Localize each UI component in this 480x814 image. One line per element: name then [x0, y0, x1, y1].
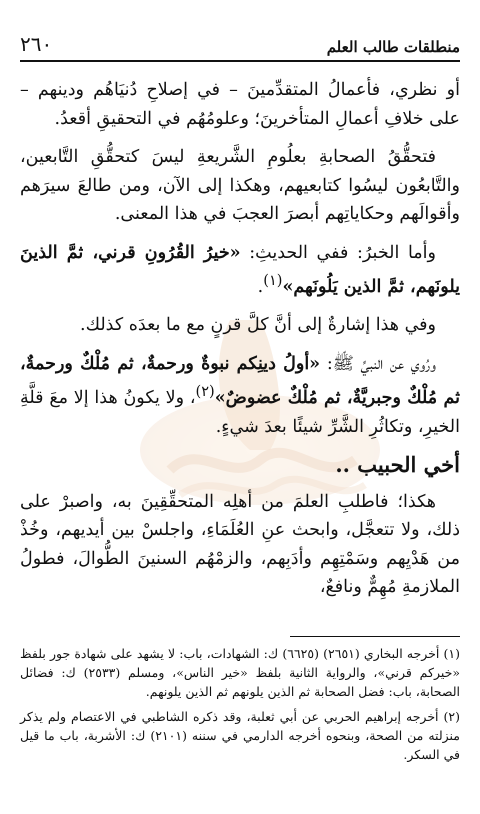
section-heading: أخي الحبيب .. — [335, 452, 460, 478]
running-title: منطلقات طالب العلم — [326, 38, 460, 56]
paragraph-2: فتحقُّقُ الصحابةِ بعلُومِ الشَّريعةِ ليسَ كتحقُّقِ التَّابعين، والتَّابعُون ليسُوا كتابعيهم، وهكذا إلى الآن، ومن طالعَ سيرَهم وأقوالَهم وحكاياتِهم أبصرَ العجبَ في هذا المعنى. — [20, 147, 460, 224]
footnote-ref-1: (١) — [263, 272, 283, 289]
paragraph-3-end: . — [257, 276, 264, 297]
page-number: ٢٦٠ — [20, 32, 53, 56]
paragraph-5 — [20, 350, 460, 441]
paragraph-1: أو نظري، فأعمالُ المتقدِّمينَ – في إصلاحِ دُنيَاهُم ودينهم – على خلافِ أعمالِ المتأخرينَ؛ وعلومُهُم في التحقيقِ أقعدُ. — [20, 80, 460, 129]
footnote-ref-2: (٢) — [195, 383, 215, 401]
paragraph-3 — [20, 239, 460, 302]
footnotes — [20, 644, 460, 770]
footnote-1: (١) أخرجه البخاري (٢٦٥١) (٦٦٢٥) ك: الشهادات، باب: لا يشهد على شهادة جور بلفظ «خيركم قرني»، والرواية الثانية بلفظ «خير الناس»، ومسلم (٢٥٣٣) ك: فضائل الصحابة، باب: فضل الصحابة ثم الذين يلونهم ثم الذين يلونهم. — [20, 646, 460, 699]
page-header — [20, 28, 460, 56]
main-text — [20, 76, 460, 612]
paragraph-6: هكذا؛ فاطلبِ العلمَ من أهلِه المتحقِّقِينَ به، واصبرْ على ذلك، ولا تتعجَّل، وابحث عنِ العُلَمَاءِ، واجلسْ بين أيديهم، وخُذْ من هَدْيِهم وسَمْتِهِم وأدَبِهم، والزمْهُم السنينَ الطُّوالَ، فطولُ الملازمةِ مُهِمٌّ ونافعٌ، — [20, 491, 460, 598]
footnote-2: (٢) أخرجه إبراهيم الحربي عن أبي ثعلبة، وقد ذكره الشاطبي في الاعتصام ولم يذكر منزلته من الصحة، وبنحوه أخرجه الدارمي في سننه (٢١٠١) ك: الأشربة، باب ما قيل في السكر. — [20, 709, 460, 762]
paragraph-3-intro: وأما الخبرُ: ففي الحديثِ: — [240, 242, 436, 263]
footnote-rule — [290, 636, 460, 637]
paragraph-5-end: ، ولا يكونُ هذا إلا معَ قلَّةِ الخيرِ، وتكاثُرِ الشَّرِّ شيئًا بعدَ شيءٍ. — [20, 388, 460, 437]
paragraph-5-intro: ورُوي عن النبيِّ ﷺ: — [320, 353, 436, 374]
paragraph-4: وفي هذا إشارةٌ إلى أنَّ كلَّ قرنٍ مع ما بعدَه كذلك. — [80, 315, 436, 336]
hadith-quote-2: «أولُ دينِكم نبوةٌ ورحمةٌ، ثم مُلْكٌ ورحمةٌ، ثم مُلْكٌ وجبريَّةٌ، ثم مُلْكٌ عضوضٌ» — [20, 353, 460, 409]
header-rule — [20, 60, 460, 62]
hadith-quote-1: «خيرُ القُرُونِ قرني، ثمَّ الذينَ يلونَهم، ثمَّ الذين يَلُونَهم» — [20, 242, 460, 297]
